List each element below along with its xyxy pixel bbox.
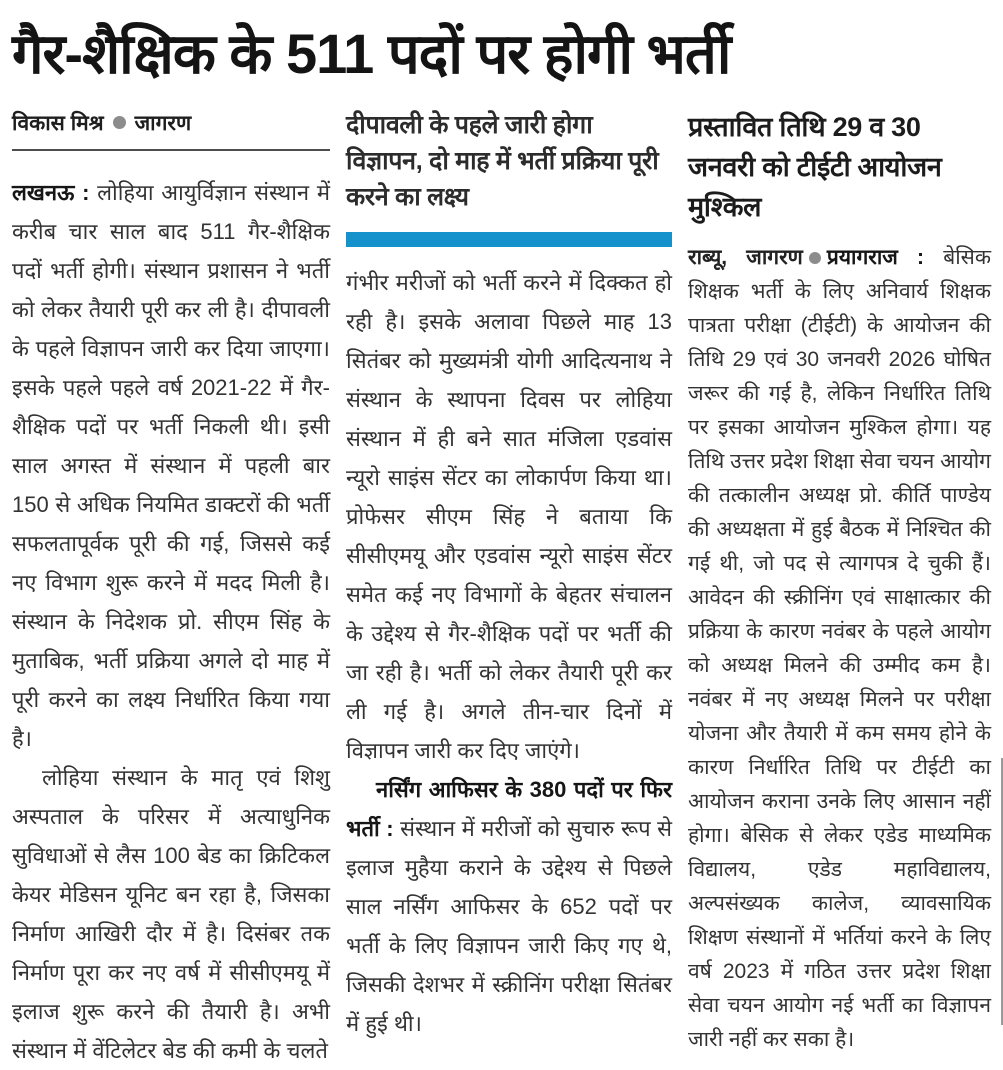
paragraph bbox=[12, 173, 330, 758]
byline-author: विकास मिश्र bbox=[12, 111, 104, 135]
paragraph-text: लोहिया आयुर्विज्ञान संस्थान में करीब चार साल बाद 511 गैर-शैक्षिक पदों भर्ती होगी। संस्थान प्रशासन ने भर्ती को लेकर तैयारी पूरी कर ली है। दीपावली के पहले विज्ञापन जारी कर दिया जाएगा। इसके पहले पहले वर्ष 2021-22 में गैर-शैक्षिक पदों पर भर्ती निकली थी। इसी साल अगस्त में संस्थान में पहली बार 150 से अधिक नियमित डाक्टरों की भर्ती सफलतापूर्वक पूरी की गई, जिससे कई नए विभाग शुरू करने में मदद मिली है। संस्थान के निदेशक प्रो. सीएम सिंह के मुताबिक, भर्ती प्रक्रिया अगले दो माह में पूरी करने का लक्ष्य निर्धारित किया गया है। bbox=[12, 179, 330, 751]
column-2 bbox=[346, 105, 672, 1070]
dateline-lead: लखनऊ : bbox=[12, 179, 90, 205]
paragraph-text: बेसिक शिक्षक भर्ती के लिए अनिवार्य शिक्षक पात्रता परीक्षा (टीईटी) के आयोजन की तिथि 29 एवं 30 जनवरी 2026 घोषित जरूर की गई है, लेकिन निर्धारित तिथि पर इसका आयोजन मुश्किल होगा। यह तिथि उत्तर प्रदेश शिक्षा सेवा चयन आयोग की तत्कालीन अध्यक्ष प्रो. कीर्ति पाण्डेय की अध्यक्षता में हुई बैठक में निश्चित की गई थी, जो पद से त्यागपत्र दे चुकी हैं। आवेदन की स्क्रीनिंग एवं साक्षात्कार की प्रक्रिया के कारण नवंबर के पहले आयोग को अध्यक्ष मिलने की उम्मीद कम है। नवंबर में नए अध्यक्ष मिलने पर परीक्षा योजना और तैयारी में कम समय होने के कारण निर्धारित तिथि पर टीईटी का आयोजन कराना उनके लिए आसान नहीं होगा। बेसिक से लेकर एडेड माध्यमिक विद्यालय, एडेड महाविद्यालय, अल्पसंख्यक कालेज, व्यावसायिक शिक्षण संस्थानों में भर्तियां करने के लिए वर्ष 2023 में गठित उत्तर प्रदेश शिक्षा सेवा चयन आयोग नई भर्ती का विज्ञापन जारी नहीं कर सका है। bbox=[688, 245, 991, 1051]
paragraph-text: संस्थान में मरीजों को सुचारु रूप से इलाज मुहैया कराने के उद्देश्य से पिछले साल नर्सिंग आफिसर के 652 पदों पर भर्ती के लिए विज्ञापन जारी किए गए थे, जिसकी देशभर में स्क्रीनिंग परीक्षा सितंबर में हुई थी। bbox=[346, 815, 672, 1036]
side-story-headline: प्रस्तावित तिथि 29 व 30 जनवरी को टीईटी आयोजन मुश्किल bbox=[688, 111, 942, 222]
accent-bar bbox=[346, 232, 672, 247]
byline-org: राब्यू, जागरण bbox=[688, 245, 803, 269]
byline bbox=[12, 109, 330, 137]
headline: गैर-शैक्षिक के 511 पदों पर होगी भर्ती bbox=[12, 22, 731, 85]
byline-divider bbox=[12, 149, 330, 151]
paragraph bbox=[688, 241, 991, 1057]
column-1 bbox=[12, 105, 330, 1070]
sub-headline: दीपावली के पहले जारी होगा विज्ञापन, दो माह में भर्ती प्रक्रिया पूरी करने का लक्ष्य bbox=[346, 110, 659, 211]
run-in-subhead: नर्सिंग आफिसर के 380 पदों पर फिर भर्ती : bbox=[346, 776, 672, 841]
paragraph: गंभीर मरीजों को भर्ती करने में दिक्कत हो रही है। इसके अलावा पिछले माह 13 सितंबर को मुख्यमंत्री योगी आदित्यनाथ ने संस्थान के स्थापना दिवस पर लोहिया संस्थान में ही बने सात मंजिला एडवांस न्यूरो साइंस सेंटर का लोकार्पण किया था। प्रोफेसर सीएम सिंह ने बताया कि सीसीएमयू और एडवांस न्यूरो साइंस सेंटर समेत कई नए विभागों के बेहतर संचालन के उद्देश्य से गैर-शैक्षिक पदों पर भर्ती की जा रही है। भर्ती को लेकर तैयारी पूरी कर ली गई है। अगले तीन-चार दिनों में विज्ञापन जारी कर दिए जाएंगे। bbox=[346, 269, 672, 763]
paragraph bbox=[346, 770, 672, 1043]
column-3 bbox=[688, 105, 991, 1070]
byline-org: जागरण bbox=[134, 111, 192, 135]
paragraph: लोहिया संस्थान के मातृ एवं शिशु अस्पताल के परिसर में अत्याधुनिक सुविधाओं से लैस 100 बेड का क्रिटिकल केयर मेडिसन यूनिट बन रहा है, जिसका निर्माण आखिरी दौर में है। दिसंबर तक निर्माण पूरा कर नए वर्ष में सीसीएमयू में इलाज शुरू करने की तैयारी है। अभी संस्थान में वेंटिलेटर बेड की कमी के चलते bbox=[12, 764, 330, 1063]
dateline-lead: प्रयागराज : bbox=[826, 245, 925, 269]
bullet-icon bbox=[809, 252, 821, 264]
bullet-icon bbox=[113, 116, 126, 129]
article-columns bbox=[10, 105, 993, 1070]
